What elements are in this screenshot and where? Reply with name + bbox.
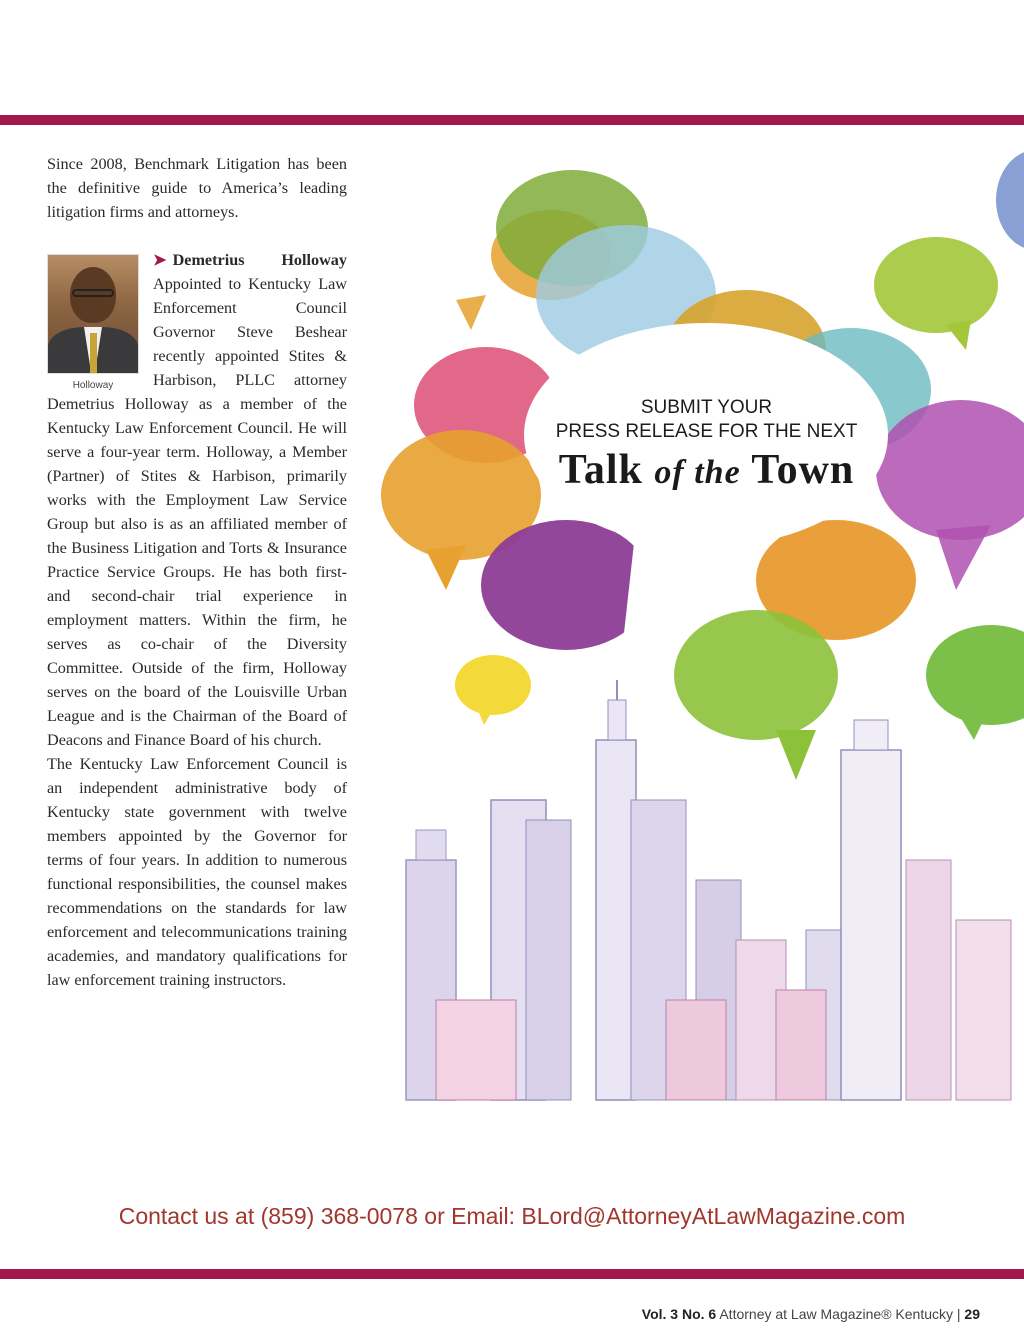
- page-number: 29: [964, 1306, 980, 1322]
- top-rule: [0, 115, 1024, 125]
- speech-bubbles-skyline-illustration: [376, 140, 1024, 1190]
- page-footer: [642, 1306, 980, 1322]
- title-part-of-the: of the: [654, 454, 741, 491]
- issue-number: Vol. 3 No. 6: [641, 1306, 717, 1322]
- submit-press-release-callout: [525, 396, 888, 499]
- portrait: [47, 254, 139, 392]
- title-part-talk: Talk: [558, 447, 655, 493]
- person-name: Demetrius Holloway: [172, 251, 347, 269]
- submit-line-1: SUBMIT YOUR: [640, 397, 773, 418]
- portrait-photo: [47, 254, 139, 374]
- article-body-1: Appointed to Kentucky Law Enforcement Council Governor Steve Beshear recently appointed Stites & Harbison, PLLC attorney Demetrius Holloway as a member of the Kentucky Law Enforcement Council. He will serve a four-year term. Holloway, a Member (Partner) of Stites & Harbison, primarily works with the Employment Law Service Group but also is as an affiliated member of the Business Litigation and Torts & Insurance Practice Service Groups. He has both first- and second-chair trial experience in employment matters. Within the firm, he serves as co-chair of the Diversity Committee. Outside of the firm, Holloway serves on the board of the Louisville Urban League and is the Chairman of the Board of Deacons and Finance Board of his church.: [47, 275, 347, 749]
- talk-of-the-town-ad: [376, 140, 1024, 1190]
- talk-of-the-town-title: [525, 444, 888, 499]
- magazine-name: Attorney at Law Magazine® Kentucky |: [716, 1306, 965, 1322]
- photo-caption: Holloway: [72, 380, 114, 391]
- contact-line: Contact us at (859) 368-0078 or Email: BLord@AttorneyAtLawMagazine.com: [118, 1203, 906, 1229]
- bottom-rule: [0, 1269, 1024, 1279]
- article-body-2: The Kentucky Law Enforcement Council is an independent administrative body of Kentucky state government with twelve members appointed by the Governor for terms of four years. In addition to numerous functional responsibilities, the counsel makes recommendations on the standards for law enforcement and telecommunications training academies, and mandatory qualifications for law enforcement training instructors.: [47, 755, 347, 989]
- title-part-town: Town: [740, 447, 855, 493]
- submit-line-2: PRESS RELEASE FOR THE NEXT: [555, 421, 858, 442]
- article: [47, 248, 347, 992]
- arrow-icon: ➤: [153, 251, 167, 269]
- intro-paragraph: Since 2008, Benchmark Litigation has been the definitive guide to America’s leading litigation firms and attorneys.: [47, 155, 347, 221]
